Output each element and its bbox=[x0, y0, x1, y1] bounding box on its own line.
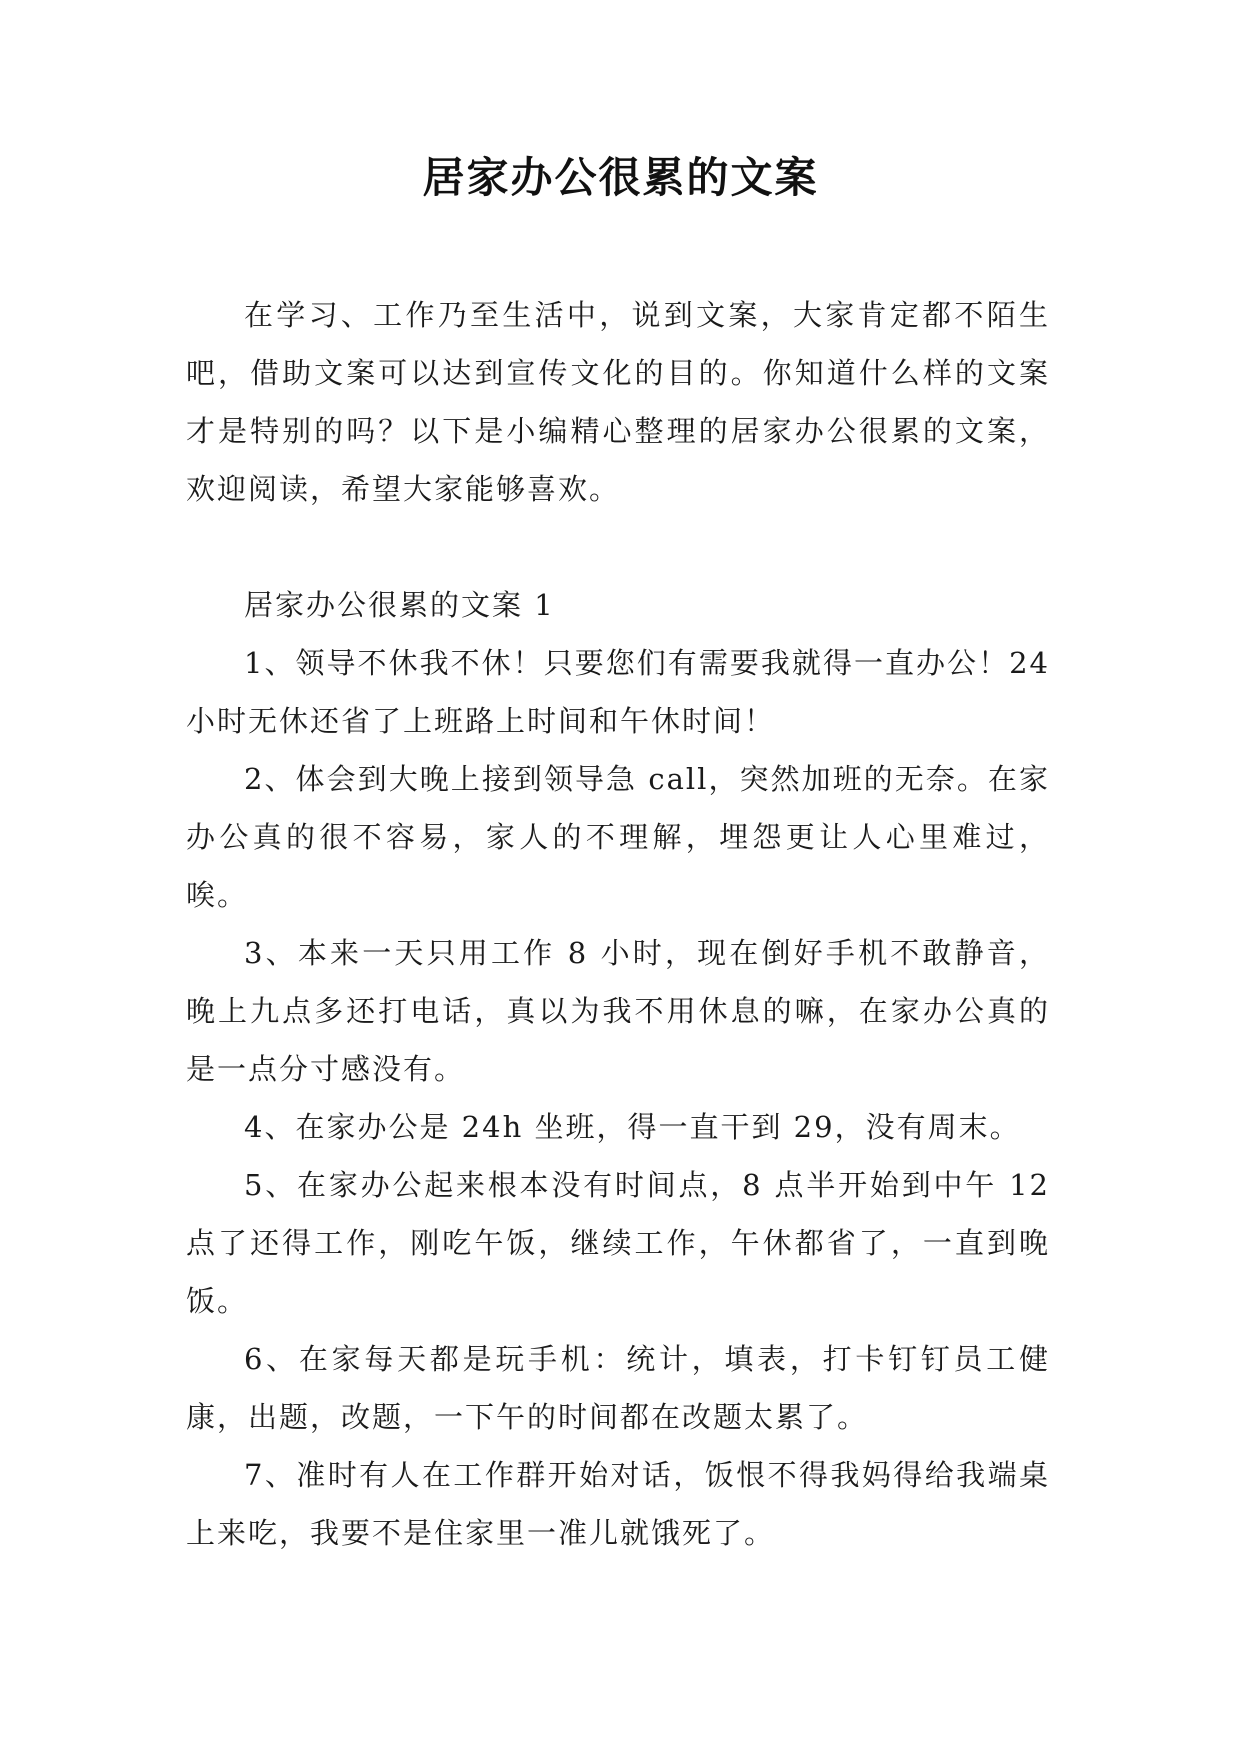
list-item: 1、领导不休我不休！只要您们有需要我就得一直办公！24 小时无休还省了上班路上时间和午休时间！ bbox=[186, 646, 1050, 738]
list-item: 6、在家每天都是玩手机：统计，填表，打卡钉钉员工健康，出题，改题，一下午的时间都在改题太累了。 bbox=[186, 1342, 1050, 1434]
list-item: 5、在家办公起来根本没有时间点，8 点半开始到中午 12 点了还得工作，刚吃午饭，继续工作，午休都省了，一直到晚饭。 bbox=[186, 1168, 1050, 1318]
intro-paragraph: 在学习、工作乃至生活中，说到文案，大家肯定都不陌生吧，借助文案可以达到宣传文化的目的。你知道什么样的文案才是特别的吗？以下是小编精心整理的居家办公很累的文案，欢迎阅读，希望大家能够喜欢。 bbox=[186, 298, 1050, 506]
content-section bbox=[186, 576, 1050, 1562]
list-item: 2、体会到大晚上接到领导急 call，突然加班的无奈。在家办公真的很不容易，家人的不理解，埋怨更让人心里难过，唉。 bbox=[186, 762, 1050, 912]
list-item: 4、在家办公是 24h 坐班，得一直干到 29，没有周末。 bbox=[244, 1110, 1021, 1144]
document-title: 居家办公很累的文案 bbox=[422, 153, 819, 202]
list-item: 7、准时有人在工作群开始对话，饭恨不得我妈得给我端桌上来吃，我要不是住家里一准儿就饿死了。 bbox=[186, 1458, 1050, 1550]
list-item: 3、本来一天只用工作 8 小时，现在倒好手机不敢静音，晚上九点多还打电话，真以为我不用休息的嘛，在家办公真的是一点分寸感没有。 bbox=[186, 936, 1050, 1086]
section-heading: 居家办公很累的文案 1 bbox=[244, 588, 555, 622]
intro-section bbox=[186, 286, 1050, 518]
